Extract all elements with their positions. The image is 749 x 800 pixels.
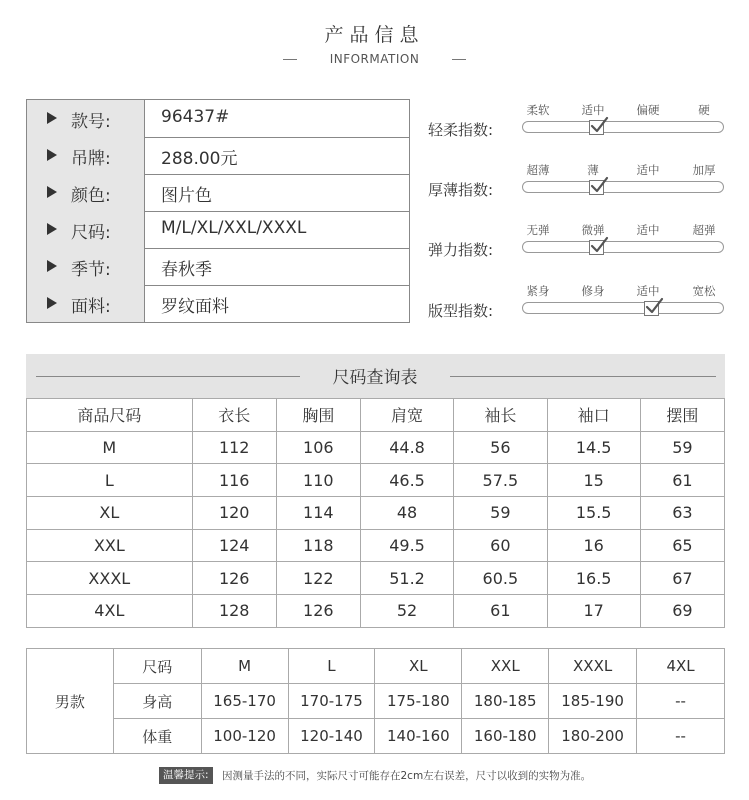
- column-header: 商品尺码: [27, 399, 193, 432]
- index-option: 微弹: [581, 223, 605, 237]
- table-cell: 185-190: [549, 684, 637, 719]
- table-cell: 63: [640, 497, 724, 530]
- table-cell: 106: [276, 431, 360, 464]
- index-option: 适中: [636, 163, 660, 177]
- info-row-style-no: [27, 100, 409, 138]
- table-cell: 165-170: [201, 684, 288, 719]
- gender-label: 男款: [27, 649, 114, 754]
- info-row-color: [27, 174, 409, 212]
- info-label: 款号:: [71, 112, 111, 132]
- table-cell: 60: [454, 529, 547, 562]
- info-label-cell: [27, 174, 145, 211]
- table-cell: XL: [375, 649, 462, 684]
- table-cell: 51.2: [360, 562, 453, 595]
- table-cell: XXL: [462, 649, 549, 684]
- row-label: 身高: [113, 684, 201, 719]
- table-cell: 120: [192, 497, 276, 530]
- row-label: 体重: [113, 719, 201, 754]
- info-label: 颜色:: [71, 186, 111, 206]
- checkmark-icon: [589, 180, 604, 195]
- table-cell: 4XL: [637, 649, 725, 684]
- info-value: 288.00元: [161, 149, 238, 169]
- table-row: [27, 719, 725, 754]
- info-label-cell: [27, 285, 145, 322]
- table-cell: 100-120: [201, 719, 288, 754]
- table-cell: 180-200: [549, 719, 637, 754]
- info-label: 面料:: [71, 297, 111, 317]
- table-cell: 118: [276, 529, 360, 562]
- index-option: 无弹: [526, 223, 550, 237]
- table-row: [27, 529, 725, 562]
- index-label-fit: 版型指数:: [428, 302, 494, 320]
- index-option: 适中: [636, 223, 660, 237]
- table-row: [27, 464, 725, 497]
- index-track-fit: [522, 302, 724, 314]
- table-cell: 65: [640, 529, 724, 562]
- table-cell: 140-160: [375, 719, 462, 754]
- table-cell: 16.5: [547, 562, 640, 595]
- index-option: 硬: [698, 103, 710, 117]
- index-track-softness: [522, 121, 724, 133]
- column-header: 肩宽: [360, 399, 453, 432]
- table-cell: 128: [192, 595, 276, 628]
- table-cell: --: [637, 684, 725, 719]
- table-cell: 15: [547, 464, 640, 497]
- info-label: 尺码:: [71, 223, 111, 243]
- table-cell: XL: [27, 497, 193, 530]
- row-label: 尺码: [113, 649, 201, 684]
- index-label-softness: 轻柔指数:: [428, 121, 494, 139]
- table-cell: 112: [192, 431, 276, 464]
- table-cell: 180-185: [462, 684, 549, 719]
- table-cell: M: [27, 431, 193, 464]
- table-cell: XXL: [27, 529, 193, 562]
- triangle-bullet-icon: [47, 186, 57, 198]
- info-label-cell: [27, 211, 145, 248]
- info-row-season: [27, 248, 409, 286]
- table-row: [27, 497, 725, 530]
- column-header: 袖口: [547, 399, 640, 432]
- table-cell: 67: [640, 562, 724, 595]
- table-cell: 160-180: [462, 719, 549, 754]
- triangle-bullet-icon: [47, 149, 57, 161]
- table-cell: 46.5: [360, 464, 453, 497]
- table-row: [27, 649, 725, 684]
- info-row-fabric: [27, 285, 409, 322]
- index-label-elasticity: 弹力指数:: [428, 241, 494, 259]
- checkmark-icon: [644, 301, 659, 316]
- info-label-cell: [27, 248, 145, 285]
- checkmark-icon: [589, 120, 604, 135]
- triangle-bullet-icon: [47, 112, 57, 124]
- column-header: 衣长: [192, 399, 276, 432]
- info-label: 季节:: [71, 260, 111, 280]
- table-cell: 126: [276, 595, 360, 628]
- index-track-elasticity: [522, 241, 724, 253]
- index-track-thickness: [522, 181, 724, 193]
- table-cell: 110: [276, 464, 360, 497]
- info-row-tag-price: [27, 137, 409, 175]
- table-cell: 61: [454, 595, 547, 628]
- info-value: 96437#: [161, 107, 230, 127]
- table-cell: 56: [454, 431, 547, 464]
- index-option: 紧身: [526, 284, 550, 298]
- table-cell: XXXL: [27, 562, 193, 595]
- body-size-table: [26, 648, 725, 754]
- notice-badge: 温馨提示:: [159, 767, 213, 784]
- divider-right: [452, 59, 466, 60]
- table-cell: 69: [640, 595, 724, 628]
- info-value: 春秋季: [161, 260, 212, 280]
- size-chart-table: [26, 398, 725, 628]
- table-cell: 59: [454, 497, 547, 530]
- table-cell: 175-180: [375, 684, 462, 719]
- info-value: M/L/XL/XXL/XXXL: [161, 218, 307, 238]
- table-cell: M: [201, 649, 288, 684]
- table-cell: L: [27, 464, 193, 497]
- index-option: 适中: [581, 103, 605, 117]
- table-cell: 48: [360, 497, 453, 530]
- table-row: [27, 684, 725, 719]
- product-info-table: [26, 99, 410, 323]
- table-cell: L: [288, 649, 375, 684]
- index-option: 宽松: [692, 284, 716, 298]
- table-row: [27, 562, 725, 595]
- index-option: 超薄: [526, 163, 550, 177]
- index-option: 柔软: [526, 103, 550, 117]
- table-cell: 61: [640, 464, 724, 497]
- table-cell: 4XL: [27, 595, 193, 628]
- table-cell: 14.5: [547, 431, 640, 464]
- table-cell: XXXL: [549, 649, 637, 684]
- triangle-bullet-icon: [47, 223, 57, 235]
- info-label-cell: [27, 100, 145, 137]
- table-cell: 16: [547, 529, 640, 562]
- table-cell: 59: [640, 431, 724, 464]
- index-option: 偏硬: [636, 103, 660, 117]
- table-cell: 49.5: [360, 529, 453, 562]
- column-header: 摆围: [640, 399, 724, 432]
- table-header-row: [27, 399, 725, 432]
- index-option: 修身: [581, 284, 605, 298]
- info-value: 罗纹面料: [161, 297, 229, 317]
- table-row: [27, 431, 725, 464]
- table-cell: 15.5: [547, 497, 640, 530]
- table-cell: 44.8: [360, 431, 453, 464]
- table-cell: 126: [192, 562, 276, 595]
- index-option: 薄: [587, 163, 599, 177]
- table-cell: 52: [360, 595, 453, 628]
- table-cell: 122: [276, 562, 360, 595]
- index-option: 加厚: [692, 163, 716, 177]
- notice-text: 因测量手法的不同，实际尺寸可能存在2cm左右误差，尺寸以收到的实物为准。: [222, 770, 592, 782]
- index-label-thickness: 厚薄指数:: [428, 181, 494, 199]
- table-cell: --: [637, 719, 725, 754]
- column-header: 胸围: [276, 399, 360, 432]
- column-header: 袖长: [454, 399, 547, 432]
- page-subtitle: INFORMATION: [329, 52, 420, 66]
- info-label: 吊牌:: [71, 149, 111, 169]
- table-cell: 124: [192, 529, 276, 562]
- index-option: 超弹: [692, 223, 716, 237]
- table-cell: 17: [547, 595, 640, 628]
- triangle-bullet-icon: [47, 297, 57, 309]
- info-row-size: [27, 211, 409, 249]
- triangle-bullet-icon: [47, 260, 57, 272]
- table-cell: 120-140: [288, 719, 375, 754]
- checkmark-icon: [589, 240, 604, 255]
- info-label-cell: [27, 137, 145, 174]
- index-option: 适中: [636, 284, 660, 298]
- table-row: [27, 595, 725, 628]
- table-cell: 170-175: [288, 684, 375, 719]
- table-cell: 57.5: [454, 464, 547, 497]
- table-cell: 60.5: [454, 562, 547, 595]
- page-title: 产品信息: [324, 24, 425, 46]
- table-cell: 114: [276, 497, 360, 530]
- info-value: 图片色: [161, 186, 212, 206]
- size-chart-title: 尺码查询表: [300, 363, 450, 388]
- table-cell: 116: [192, 464, 276, 497]
